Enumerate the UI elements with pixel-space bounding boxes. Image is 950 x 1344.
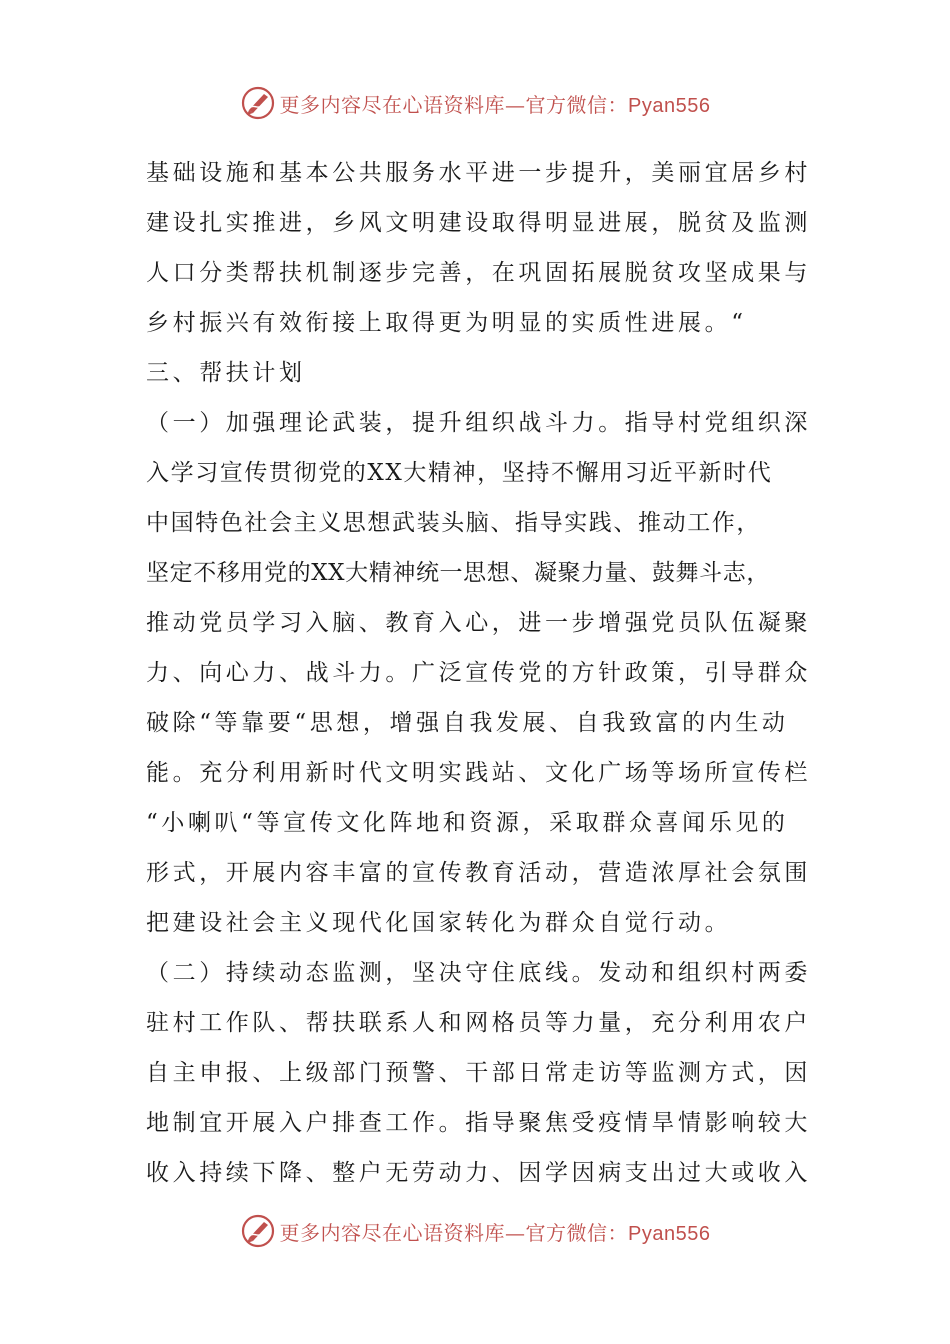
text-line: 建设扎实推进，乡风文明建设取得明显进展，脱贫及监测 (146, 210, 811, 236)
watermark-banner-top (0, 80, 950, 126)
text-line: 地制宜开展入户排查工作。指导聚焦受疫情旱情影响较大 (146, 1110, 811, 1136)
text-line: （一）加强理论武装，提升组织战斗力。指导村党组织深 (146, 410, 811, 436)
text-line: 破除“等靠要“思想，增强自我发展、自我致富的内生动 (146, 710, 789, 736)
text-line: （二）持续动态监测，坚决守住底线。发动和组织村两委 (146, 960, 811, 986)
text-line: 自主申报、上级部门预警、干部日常走访等监测方式，因 (146, 1060, 811, 1086)
document-body (146, 148, 816, 1198)
pen-logo-icon (240, 1213, 276, 1249)
watermark-text: 更多内容尽在心语资料库—官方微信：Pyan556 (279, 1220, 711, 1245)
text-line: 力、向心力、战斗力。广泛宣传党的方针政策，引导群众 (146, 660, 811, 686)
wechat-id: Pyan556 (628, 1222, 711, 1245)
wechat-id: Pyan556 (628, 94, 711, 117)
text-line: 能。充分利用新时代文明实践站、文化广场等场所宣传栏 (146, 760, 811, 786)
text-line: 入学习宣传贯彻党的XX大精神，坚持不懈用习近平新时代 (146, 460, 773, 486)
text-line: 形式，开展内容丰富的宣传教育活动，营造浓厚社会氛围 (146, 860, 811, 886)
text-line: 人口分类帮扶机制逐步完善，在巩固拓展脱贫攻坚成果与 (146, 260, 811, 286)
text-line: 基础设施和基本公共服务水平进一步提升，美丽宜居乡村 (146, 160, 811, 186)
text-line: 乡村振兴有效衔接上取得更为明显的实质性进展。“ (146, 310, 747, 336)
text-line: 把建设社会主义现代化国家转化为群众自觉行动。 (146, 910, 732, 936)
text-line: 驻村工作队、帮扶联系人和网格员等力量，充分利用农户 (146, 1010, 811, 1036)
section-heading: 三、帮扶计划 (146, 360, 306, 386)
text-line: 收入持续下降、整户无劳动力、因学因病支出过大或收入 (146, 1160, 811, 1186)
pen-logo-icon (240, 85, 276, 121)
text-line: “小喇叭“等宣传文化阵地和资源，采取群众喜闻乐见的 (146, 810, 789, 836)
watermark-text: 更多内容尽在心语资料库—官方微信：Pyan556 (279, 92, 711, 117)
text-line: 中国特色社会主义思想武装头脑、指导实践、推动工作， (146, 510, 761, 536)
watermark-banner-bottom (0, 1208, 950, 1254)
text-line: 推动党员学习入脑、教育入心，进一步增强党员队伍凝聚 (146, 610, 811, 636)
text-line: 坚定不移用党的XX大精神统一思想、凝聚力量、鼓舞斗志， (146, 560, 770, 586)
